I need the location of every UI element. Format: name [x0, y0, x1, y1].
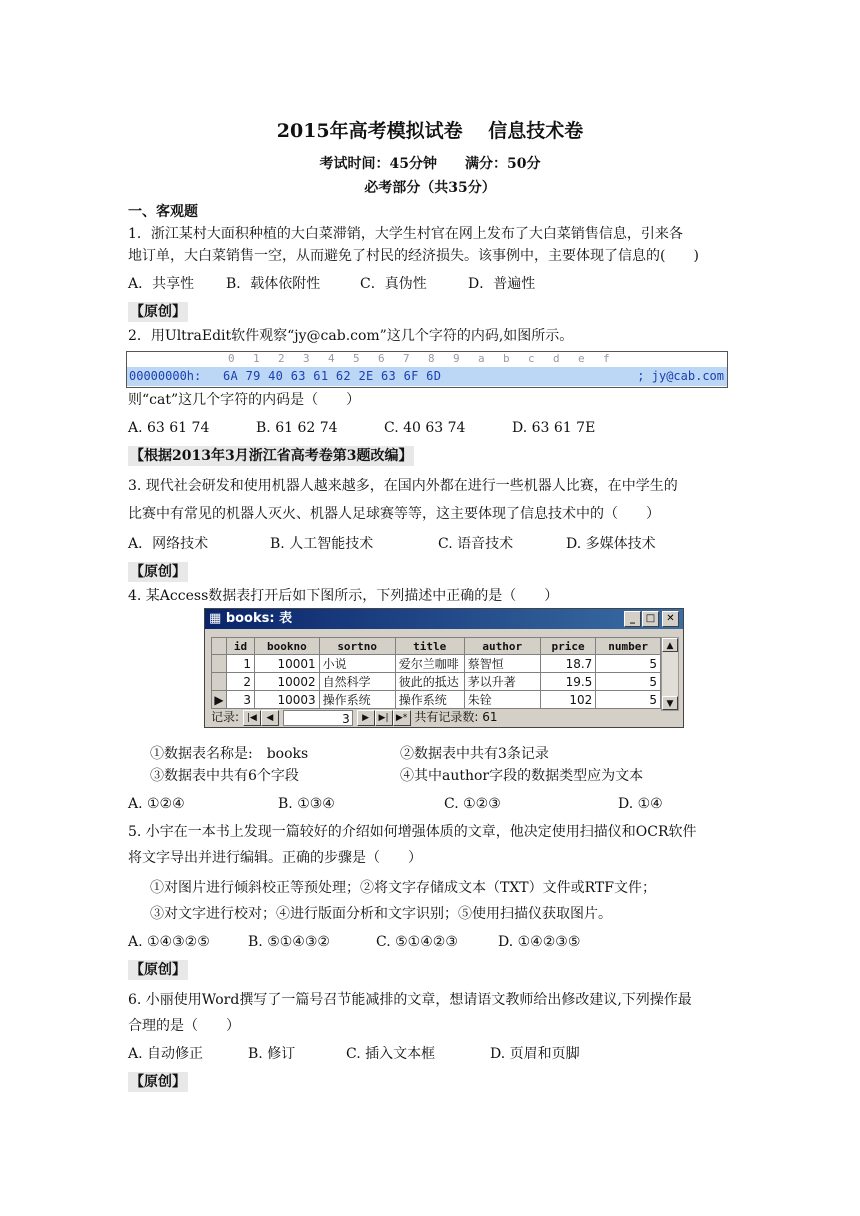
q2-option-a: A. 63 61 74: [128, 420, 210, 436]
prev-record-icon[interactable]: ◀: [261, 710, 279, 726]
records-grid: [211, 637, 661, 709]
row-selector-header: [212, 638, 227, 655]
q5-option-a: A. ①④③②⑤: [128, 934, 210, 950]
cell[interactable]: 10003: [255, 691, 320, 709]
cell[interactable]: 茅以升著: [464, 673, 540, 691]
q1-source-tag: 【原创】: [130, 304, 186, 320]
q6-stem-line2: 合理的是（ ）: [128, 1018, 240, 1034]
cell[interactable]: 操作系统: [319, 691, 395, 709]
cell[interactable]: 2: [227, 673, 255, 691]
q6-source-tag: 【原创】: [130, 1074, 186, 1090]
q6-option-d: D. 页眉和页脚: [490, 1046, 580, 1062]
cell[interactable]: 操作系统: [395, 691, 464, 709]
q6-stem-line1: 6. 小丽使用Word撰写了一篇号召节能减排的文章，想请语文教师给出修改建议,下列操作最: [128, 992, 692, 1008]
cell[interactable]: 10002: [255, 673, 320, 691]
cell[interactable]: 19.5: [540, 673, 595, 691]
q4-option-c: C. ①②③: [444, 796, 501, 812]
q4-statement-4: ④其中author字段的数据类型应为文本: [400, 768, 644, 784]
q2-option-b: B. 61 62 74: [256, 420, 338, 436]
q2-option-c: C. 40 63 74: [384, 420, 466, 436]
maximize-icon[interactable]: □: [642, 611, 659, 627]
q2-source-tag: 【根据2013年3月浙江省高考卷第3题改编】: [130, 448, 413, 464]
q4-statement-2: ②数据表中共有3条记录: [400, 746, 549, 762]
q5-option-d: D. ①④②③⑤: [498, 934, 581, 950]
cell[interactable]: 5: [596, 655, 661, 673]
cell[interactable]: 彼此的抵达: [395, 673, 464, 691]
q1-option-a: A．共享性: [128, 276, 195, 292]
ruler-tick: f: [603, 352, 610, 365]
q4-statement-1: ①数据表名称是: books: [150, 746, 309, 762]
last-record-icon[interactable]: ▶|: [375, 710, 393, 726]
q5-stem-line1: 5. 小宇在一本书上发现一篇较好的介绍如何增强体质的文章，他决定使用扫描仪和OCR软件: [128, 824, 697, 840]
column-header[interactable]: bookno: [255, 638, 320, 655]
q4-stem-line1: 4. 某Access数据表打开后如下图所示，下列描述中正确的是（ ）: [128, 588, 559, 604]
ultraedit-hex-view: [126, 351, 728, 388]
q1-option-d: D．普遍性: [468, 276, 536, 292]
hex-ascii: ; jy@cab.com: [637, 369, 724, 383]
ruler-tick: 3: [303, 352, 310, 365]
ruler-tick: d: [553, 352, 560, 365]
row-selector[interactable]: [212, 673, 227, 691]
q5-steps-line1: ①对图片进行倾斜校正等预处理；②将文字存储成文本（TXT）文件或RTF文件；: [150, 880, 656, 896]
cell[interactable]: 蔡智恒: [464, 655, 540, 673]
ruler-tick: 7: [403, 352, 410, 365]
ruler-tick: a: [478, 352, 485, 365]
ruler-tick: 8: [428, 352, 435, 365]
q3-stem-line2: 比赛中有常见的机器人灭火、机器人足球赛等等，这主要体现了信息技术中的（ ）: [128, 506, 660, 522]
cell[interactable]: 10001: [255, 655, 320, 673]
column-header[interactable]: sortno: [319, 638, 395, 655]
q2-option-d: D. 63 61 7E: [512, 420, 596, 436]
hex-address: 00000000h:: [129, 369, 202, 383]
cell[interactable]: 18.7: [540, 655, 595, 673]
q5-steps-line2: ③对文字进行校对；④进行版面分析和文字识别；⑤使用扫描仪获取图片。: [150, 906, 612, 922]
column-header[interactable]: author: [464, 638, 540, 655]
access-table-window: [204, 608, 684, 728]
record-navigator: [211, 709, 498, 725]
q4-option-b: B. ①③④: [278, 796, 335, 812]
table-icon: ▦: [209, 611, 226, 626]
ruler-tick: c: [528, 352, 535, 365]
q2-stem-line2: 则“cat”这几个字符的内码是（ ）: [128, 392, 361, 408]
minimize-icon[interactable]: _: [624, 611, 641, 627]
vertical-scrollbar[interactable]: [661, 637, 679, 711]
q3-option-c: C. 语音技术: [438, 536, 514, 552]
ruler-tick: 6: [378, 352, 385, 365]
cell[interactable]: 5: [596, 691, 661, 709]
cell[interactable]: 102: [540, 691, 595, 709]
q6-option-a: A. 自动修正: [128, 1046, 204, 1062]
cell[interactable]: 自然科学: [319, 673, 395, 691]
q3-source-tag: 【原创】: [130, 564, 186, 580]
scroll-up-icon[interactable]: ▲: [662, 638, 678, 652]
current-record-icon[interactable]: ▶: [212, 691, 227, 709]
ruler-tick: b: [503, 352, 510, 365]
header-row: [212, 638, 661, 655]
window-title: books: 表: [225, 611, 293, 626]
q4-option-a: A. ①②④: [128, 796, 185, 812]
cell[interactable]: 朱铨: [464, 691, 540, 709]
q1-option-c: C．真伪性: [360, 276, 427, 292]
column-header[interactable]: price: [540, 638, 595, 655]
section-heading: 必考部分（共35分）: [364, 180, 496, 196]
new-record-icon[interactable]: ▶*: [393, 710, 411, 726]
cell[interactable]: 小说: [319, 655, 395, 673]
table-row[interactable]: [212, 691, 661, 709]
record-label: 记录:: [211, 710, 240, 724]
q1-stem-line1: 1．浙江某村大面积种植的大白菜滞销，大学生村官在网上发布了大白菜销售信息，引来各: [128, 226, 683, 242]
column-header[interactable]: id: [227, 638, 255, 655]
cell[interactable]: 爱尔兰咖啡: [395, 655, 464, 673]
ruler-tick: 5: [353, 352, 360, 365]
record-count: 共有记录数: 61: [414, 710, 498, 724]
q3-option-d: D. 多媒体技术: [566, 536, 656, 552]
exam-meta: 考试时间：45分钟 满分：50分: [319, 156, 541, 172]
q6-option-b: B. 修订: [248, 1046, 296, 1062]
record-number-input[interactable]: 3: [283, 710, 353, 726]
hex-ruler: [127, 352, 727, 366]
ruler-tick: 4: [328, 352, 335, 365]
column-header[interactable]: title: [395, 638, 464, 655]
q1-stem-line2: 地订单，大白菜销售一空，从而避免了村民的经济损失。该事例中，主要体现了信息的( ): [128, 248, 699, 264]
ruler-tick: 0: [228, 352, 235, 365]
table-row[interactable]: [212, 673, 661, 691]
q5-source-tag: 【原创】: [130, 962, 186, 978]
column-header[interactable]: number: [596, 638, 661, 655]
ruler-tick: 2: [278, 352, 285, 365]
scroll-down-icon[interactable]: ▼: [662, 696, 678, 710]
q3-stem-line1: 3. 现代社会研发和使用机器人越来越多，在国内外都在进行一些机器人比赛，在中学生的: [128, 478, 678, 494]
ruler-tick: e: [578, 352, 585, 365]
page-title: 2015年高考模拟试卷 信息技术卷: [276, 120, 584, 142]
q3-option-a: A．网络技术: [128, 536, 209, 552]
q5-option-b: B. ⑤①④③②: [248, 934, 330, 950]
close-icon[interactable]: ✕: [662, 611, 679, 627]
part-heading: 一、客观题: [128, 204, 198, 220]
cell[interactable]: 3: [227, 691, 255, 709]
ruler-tick: 1: [253, 352, 260, 365]
ruler-tick: 9: [453, 352, 460, 365]
q2-stem-line1: 2．用UltraEdit软件观察“jy@cab.com”这几个字符的内码,如图所示。: [128, 328, 574, 344]
table-row[interactable]: [212, 655, 661, 673]
window-titlebar: [205, 609, 683, 629]
first-record-icon[interactable]: |◀: [243, 710, 261, 726]
hex-data-row: [127, 367, 727, 386]
next-record-icon[interactable]: ▶: [357, 710, 375, 726]
q3-option-b: B. 人工智能技术: [270, 536, 374, 552]
hex-bytes: 6A 79 40 63 61 62 2E 63 6F 6D: [223, 369, 442, 383]
q5-stem-line2: 将文字导出并进行编辑。正确的步骤是（ ）: [128, 850, 422, 866]
q1-option-b: B．载体依附性: [226, 276, 321, 292]
q4-option-d: D. ①④: [618, 796, 663, 812]
row-selector[interactable]: [212, 655, 227, 673]
cell[interactable]: 1: [227, 655, 255, 673]
q6-option-c: C. 插入文本框: [346, 1046, 436, 1062]
q5-option-c: C. ⑤①④②③: [376, 934, 458, 950]
q4-statement-3: ③数据表中共有6个字段: [150, 768, 299, 784]
cell[interactable]: 5: [596, 673, 661, 691]
